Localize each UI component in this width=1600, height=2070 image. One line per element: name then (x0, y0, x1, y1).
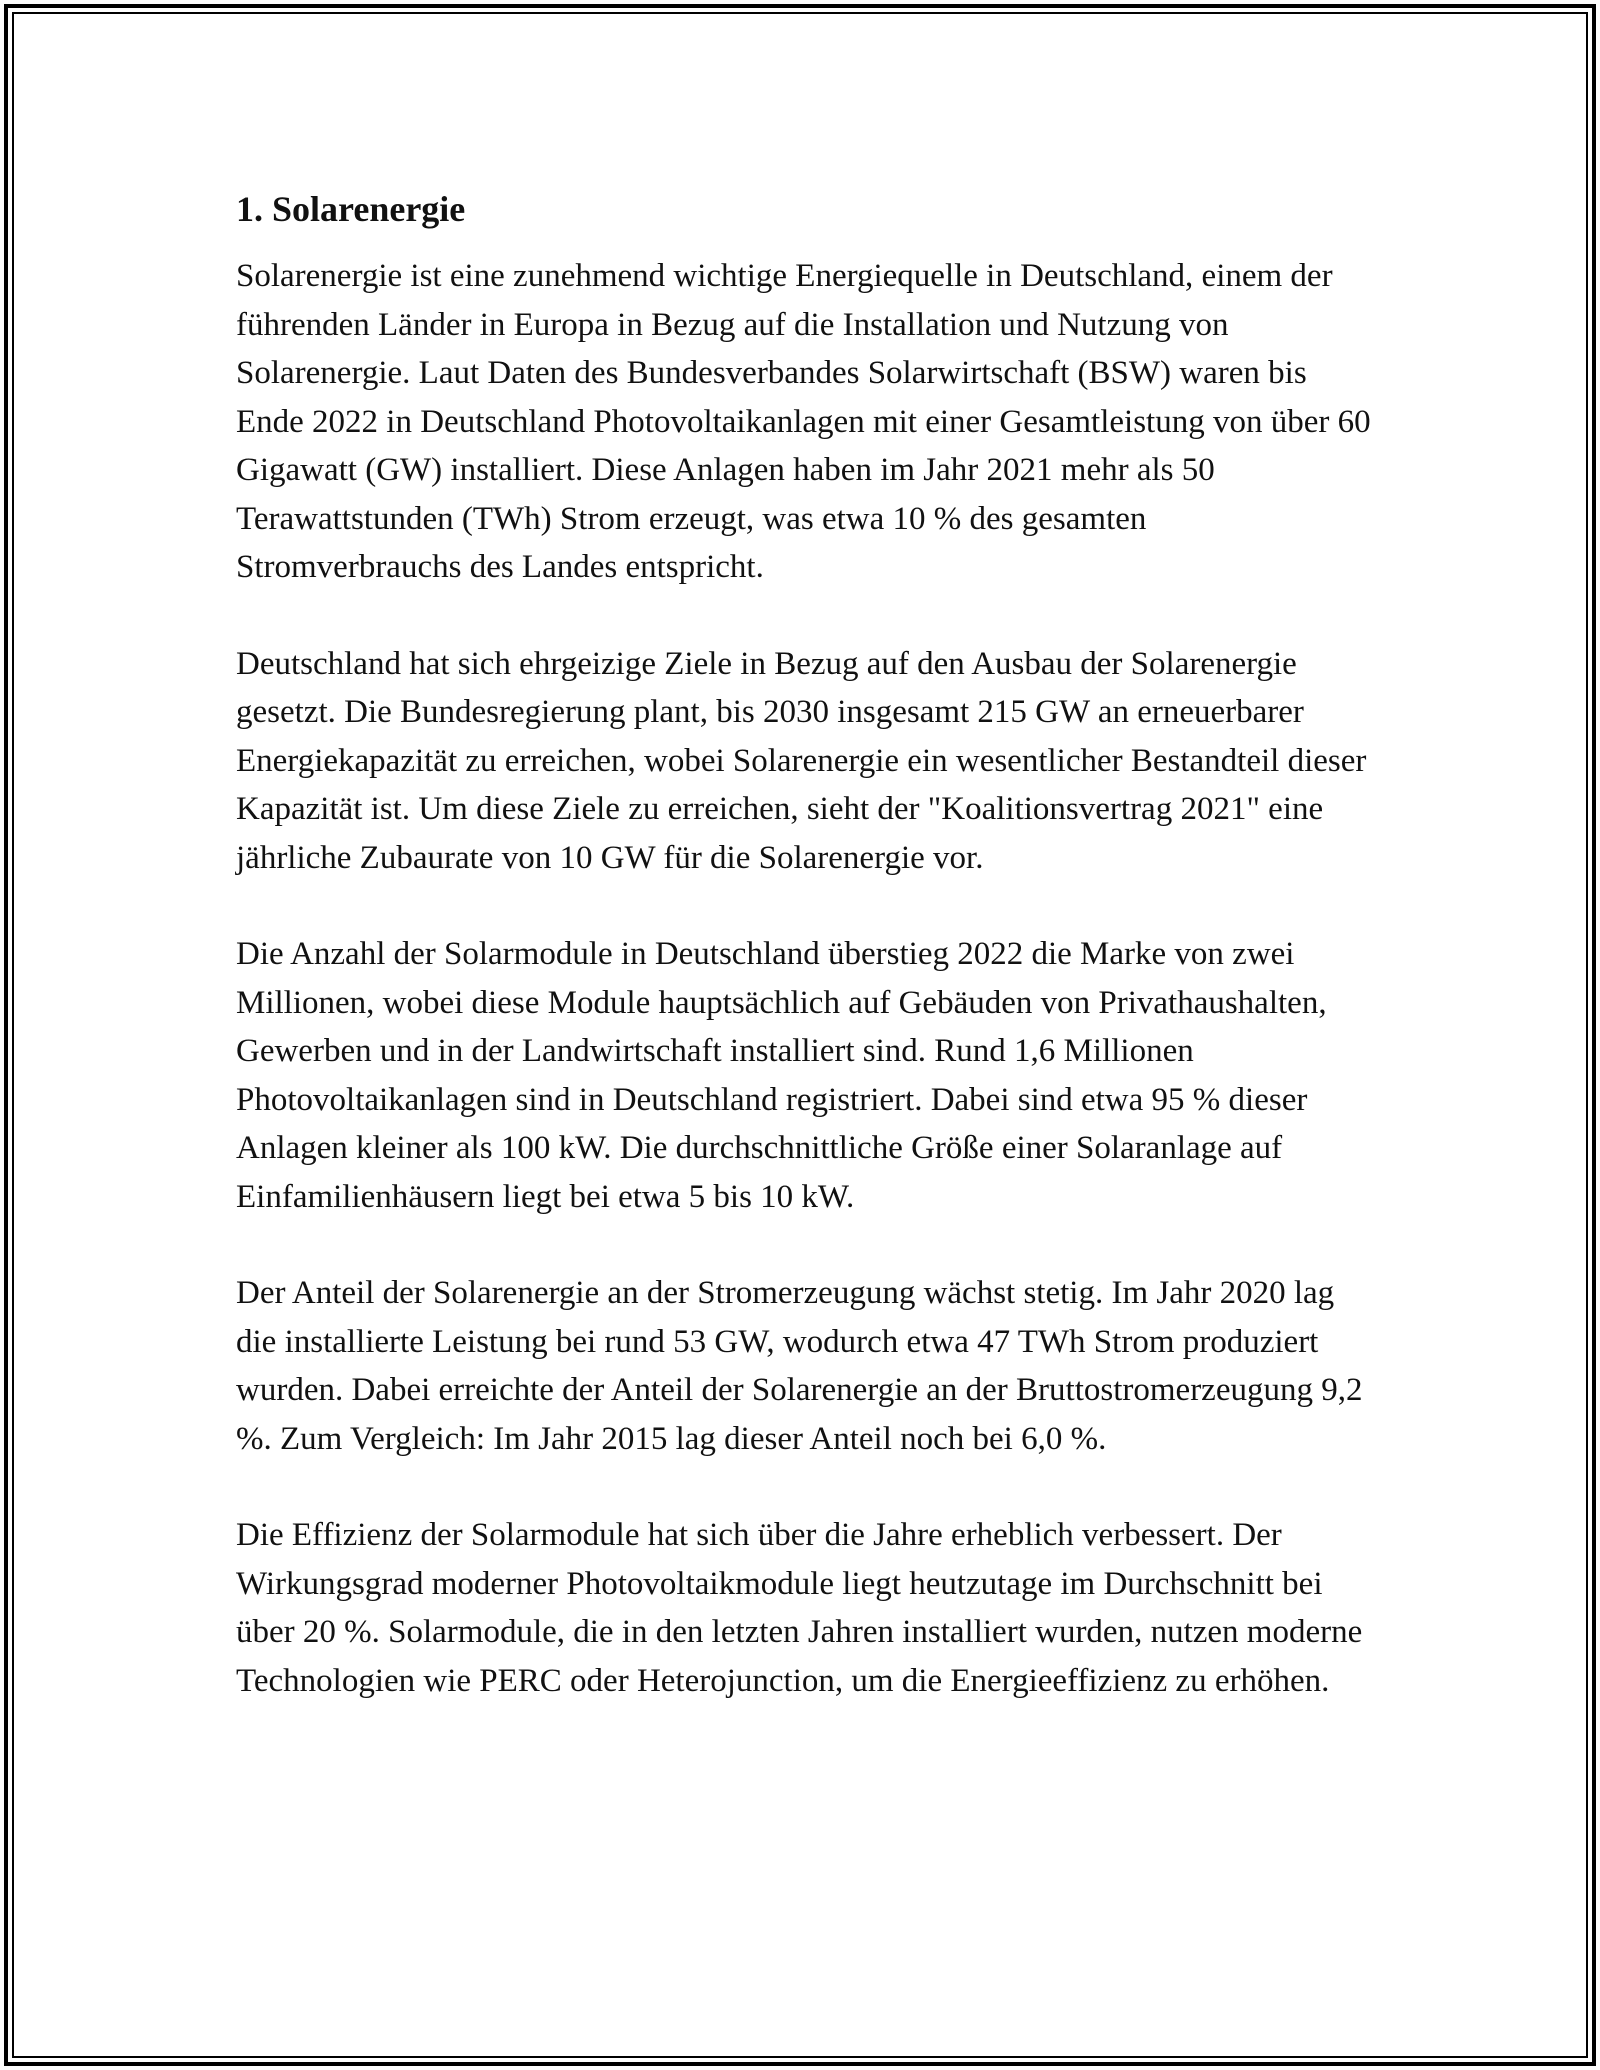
paragraph-module-efficiency: Die Effizienz der Solarmodule hat sich über die Jahre erheblich verbessert. Der Wirkungsgrad moderner Photovoltaikmodule liegt heutzutage im Durchschnitt bei über 20 %. Solarmodule, die in den letzten Jahren installiert wurden, nutzen moderne Technologien wie PERC oder Heterojunction, um die Energieeffizienz zu erhöhen. (236, 1517, 1363, 1699)
paragraph-generation-share: Der Anteil der Solarenergie an der Stromerzeugung wächst stetig. Im Jahr 2020 lag die installierte Leistung bei rund 53 GW, wodurch etwa 47 TWh Strom produziert wurden. Dabei erreichte der Anteil der Solarenergie an der Bruttostromerzeugung 9,2 %. Zum Vergleich: Im Jahr 2015 lag dieser Anteil noch bei 6,0 %. (236, 1275, 1363, 1457)
paragraph-module-count: Die Anzahl der Solarmodule in Deutschland überstieg 2022 die Marke von zwei Millionen, wobei diese Module hauptsächlich auf Gebäuden von Privathaushalten, Gewerben und in der Landwirtschaft installiert sind. Rund 1,6 Millionen Photovoltaikanlagen sind in Deutschland registriert. Dabei sind etwa 95 % dieser Anlagen kleiner als 100 kW. Die durchschnittliche Größe einer Solaranlage auf Einfamilienhäusern liegt bei etwa 5 bis 10 kW. (236, 936, 1327, 1215)
paragraph-expansion-goals: Deutschland hat sich ehrgeizige Ziele in Bezug auf den Ausbau der Solarenergie gesetzt. Die Bundesregierung plant, bis 2030 insgesamt 215 GW an erneuerbarer Energiekapazität zu erreichen, wobei Solarenergie ein wesentlicher Bestandteil dieser Kapazität ist. Um diese Ziele zu erreichen, sieht der "Koalitionsvertrag 2021" eine jährliche Zubaurate von 10 GW für die Solarenergie vor. (236, 645, 1367, 876)
document-body (236, 186, 1376, 1753)
section-heading: 1. Solarenergie (236, 189, 466, 229)
paragraph-solar-overview: Solarenergie ist eine zunehmend wichtige Energiequelle in Deutschland, einem der führenden Länder in Europa in Bezug auf die Installation und Nutzung von Solarenergie. Laut Daten des Bundesverbandes Solarwirtschaft (BSW) waren bis Ende 2022 in Deutschland Photovoltaikanlagen mit einer Gesamtleistung von über 60 Gigawatt (GW) installiert. Diese Anlagen haben im Jahr 2021 mehr als 50 Terawattstunden (TWh) Strom erzeugt, was etwa 10 % des gesamten Stromverbrauchs des Landes entspricht. (236, 258, 1371, 585)
